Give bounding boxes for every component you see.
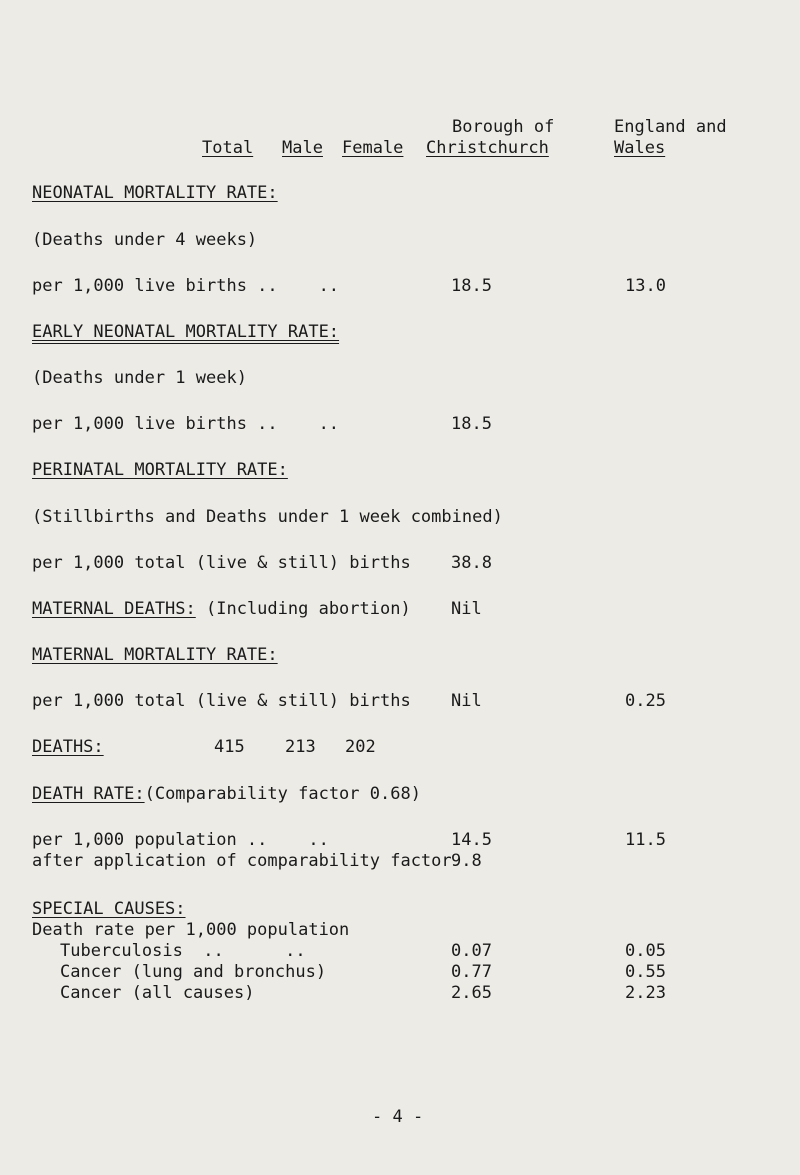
header-total: Total xyxy=(202,138,254,158)
early-neonatal-heading: EARLY NEONATAL MORTALITY RATE: xyxy=(32,322,340,342)
death-rate-row xyxy=(32,784,421,804)
death-rate-note: (Comparability factor 0.68) xyxy=(144,784,421,804)
maternal-mortality-borough-value: Nil xyxy=(451,691,482,711)
maternal-deaths-heading: MATERNAL DEATHS: xyxy=(32,599,196,619)
cancer-all-borough-value: 2.65 xyxy=(451,983,492,1003)
tuberculosis-borough-value: 0.07 xyxy=(451,941,492,961)
perinatal-heading: PERINATAL MORTALITY RATE: xyxy=(32,460,288,480)
maternal-deaths-borough-value: Nil xyxy=(451,599,482,619)
neonatal-note: (Deaths under 4 weeks) xyxy=(32,230,258,250)
deaths-total: 415 xyxy=(214,737,245,757)
neonatal-label: per 1,000 live births .. .. xyxy=(32,276,340,296)
death-rate-borough-value: 14.5 xyxy=(451,830,492,850)
deaths-heading: DEATHS: xyxy=(32,737,104,757)
perinatal-label: per 1,000 total (live & still) births xyxy=(32,553,411,573)
maternal-deaths-row xyxy=(32,599,411,619)
header-england-line1: England and xyxy=(614,117,727,137)
cancer-lung-label: Cancer (lung and bronchus) xyxy=(60,962,327,982)
cancer-lung-england-value: 0.55 xyxy=(625,962,666,982)
page-number: - 4 - xyxy=(372,1107,424,1127)
adjusted-borough-value: 9.8 xyxy=(451,851,482,871)
adjusted-label: after application of comparability factor xyxy=(32,851,452,871)
maternal-deaths-note: (Including abortion) xyxy=(195,599,411,619)
perinatal-borough-value: 38.8 xyxy=(451,553,492,573)
neonatal-england-value: 13.0 xyxy=(625,276,666,296)
deaths-female: 202 xyxy=(345,737,376,757)
death-rate-england-value: 11.5 xyxy=(625,830,666,850)
cancer-all-england-value: 2.23 xyxy=(625,983,666,1003)
tuberculosis-england-value: 0.05 xyxy=(625,941,666,961)
cancer-lung-borough-value: 0.77 xyxy=(451,962,492,982)
maternal-mortality-heading: MATERNAL MORTALITY RATE: xyxy=(32,645,278,665)
death-rate-heading: DEATH RATE: xyxy=(32,784,145,804)
death-rate-label: per 1,000 population .. .. xyxy=(32,830,329,850)
special-causes-subheading: Death rate per 1,000 population xyxy=(32,920,350,940)
header-borough-line2: Christchurch xyxy=(426,138,549,158)
neonatal-heading: NEONATAL MORTALITY RATE: xyxy=(32,183,278,203)
header-borough-line1: Borough of xyxy=(452,117,555,137)
deaths-male: 213 xyxy=(285,737,316,757)
cancer-all-label: Cancer (all causes) xyxy=(60,983,255,1003)
neonatal-borough-value: 18.5 xyxy=(451,276,492,296)
header-female: Female xyxy=(342,138,404,158)
tuberculosis-label: Tuberculosis .. .. xyxy=(60,941,306,961)
perinatal-note: (Stillbirths and Deaths under 1 week combined) xyxy=(32,507,503,527)
early-neonatal-borough-value: 18.5 xyxy=(451,414,492,434)
header-male: Male xyxy=(282,138,323,158)
header-england-line2: Wales xyxy=(614,138,666,158)
early-neonatal-note: (Deaths under 1 week) xyxy=(32,368,247,388)
early-neonatal-label: per 1,000 live births .. .. xyxy=(32,414,340,434)
maternal-mortality-england-value: 0.25 xyxy=(625,691,666,711)
maternal-mortality-label: per 1,000 total (live & still) births xyxy=(32,691,411,711)
special-causes-heading: SPECIAL CAUSES: xyxy=(32,899,186,919)
